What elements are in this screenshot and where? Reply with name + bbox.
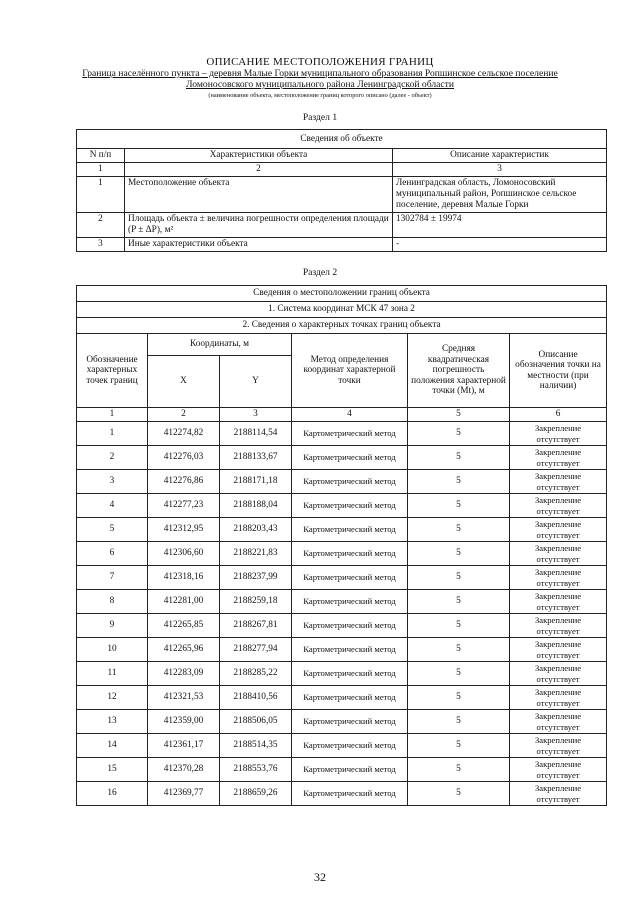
coord-y: 2188237,99 <box>220 566 292 590</box>
method-cell: Картометрический метод <box>292 662 408 686</box>
table-row <box>77 590 607 614</box>
characteristic-value: 1302784 ± 19974 <box>393 213 607 238</box>
point-number: 1 <box>77 422 148 446</box>
error-cell: 5 <box>408 446 510 470</box>
point-number: 14 <box>77 734 148 758</box>
point-number: 9 <box>77 614 148 638</box>
coord-y: 2188114,54 <box>220 422 292 446</box>
method-cell: Картометрический метод <box>292 758 408 782</box>
table-row <box>77 177 607 213</box>
coord-x: 412321,53 <box>148 686 220 710</box>
description-cell: Закрепление отсутствует <box>510 614 607 638</box>
col-number: 6 <box>510 408 607 422</box>
description-cell: Закрепление отсутствует <box>510 758 607 782</box>
description-cell: Закрепление отсутствует <box>510 518 607 542</box>
subtitle-note: (наименование объекта, местоположение границ которого описано (далее - объект) <box>208 92 432 99</box>
coord-y: 2188553,76 <box>220 758 292 782</box>
table-row <box>77 518 607 542</box>
coord-x: 412370,28 <box>148 758 220 782</box>
table-row <box>77 238 607 252</box>
description-cell: Закрепление отсутствует <box>510 446 607 470</box>
boundary-heading: Сведения о местоположении границ объекта <box>77 286 607 302</box>
point-number: 7 <box>77 566 148 590</box>
page-number: 32 <box>314 870 326 884</box>
header-error: Средняя квадратическая погрешность положения характерной точки (Mt), м <box>408 334 510 408</box>
method-cell: Картометрический метод <box>292 638 408 662</box>
characteristic-value: Ленинградская область, Ломоносовский муниципальный район, Ропшинское сельское поселение, деревня Малые Горки <box>393 177 607 213</box>
point-number: 12 <box>77 686 148 710</box>
description-cell: Закрепление отсутствует <box>510 590 607 614</box>
point-number: 11 <box>77 662 148 686</box>
point-number: 15 <box>77 758 148 782</box>
method-cell: Картометрический метод <box>292 446 408 470</box>
error-cell: 5 <box>408 710 510 734</box>
error-cell: 5 <box>408 638 510 662</box>
description-cell: Закрепление отсутствует <box>510 422 607 446</box>
coord-y: 2188188,04 <box>220 494 292 518</box>
col-header-characteristic: Характеристики объекта <box>125 149 393 163</box>
table-row <box>77 470 607 494</box>
row-number: 2 <box>77 213 125 238</box>
method-cell: Картометрический метод <box>292 470 408 494</box>
method-cell: Картометрический метод <box>292 734 408 758</box>
object-info-heading: Сведения об объекте <box>77 130 607 149</box>
col-number: 2 <box>125 163 393 177</box>
coord-y: 2188277,94 <box>220 638 292 662</box>
characteristic-name: Местоположение объекта <box>125 177 393 213</box>
error-cell: 5 <box>408 590 510 614</box>
description-cell: Закрепление отсутствует <box>510 470 607 494</box>
table-row <box>77 686 607 710</box>
error-cell: 5 <box>408 734 510 758</box>
table-row <box>77 494 607 518</box>
table-row <box>77 566 607 590</box>
table-row <box>77 422 607 446</box>
coord-x: 412277,23 <box>148 494 220 518</box>
header-x: X <box>148 356 220 408</box>
col-number: 3 <box>220 408 292 422</box>
col-number: 1 <box>77 408 148 422</box>
method-cell: Картометрический метод <box>292 710 408 734</box>
point-number: 6 <box>77 542 148 566</box>
error-cell: 5 <box>408 782 510 806</box>
coord-y: 2188221,83 <box>220 542 292 566</box>
coord-x: 412318,16 <box>148 566 220 590</box>
coordinate-system: 1. Система координат МСК 47 зона 2 <box>77 302 607 318</box>
coord-x: 412359,00 <box>148 710 220 734</box>
table-row <box>77 213 607 238</box>
coord-y: 2188514,35 <box>220 734 292 758</box>
col-number: 1 <box>77 163 125 177</box>
coord-x: 412361,17 <box>148 734 220 758</box>
error-cell: 5 <box>408 470 510 494</box>
header-coordinates: Координаты, м <box>148 334 292 356</box>
description-cell: Закрепление отсутствует <box>510 494 607 518</box>
section2-label: Раздел 2 <box>302 267 338 278</box>
boundary-points-table <box>76 285 607 806</box>
col-number: 2 <box>148 408 220 422</box>
point-number: 4 <box>77 494 148 518</box>
coord-y: 2188267,81 <box>220 614 292 638</box>
row-number: 1 <box>77 177 125 213</box>
table-row <box>77 662 607 686</box>
method-cell: Картометрический метод <box>292 614 408 638</box>
coord-x: 412281,00 <box>148 590 220 614</box>
characteristic-name: Площадь объекта ± величина погрешности определения площади (P ± ΔP), м² <box>125 213 393 238</box>
description-cell: Закрепление отсутствует <box>510 710 607 734</box>
table-row <box>77 782 607 806</box>
method-cell: Картометрический метод <box>292 782 408 806</box>
method-cell: Картометрический метод <box>292 566 408 590</box>
method-cell: Картометрический метод <box>292 686 408 710</box>
table-row <box>77 734 607 758</box>
coord-x: 412265,96 <box>148 638 220 662</box>
characteristic-name: Иные характеристики объекта <box>125 238 393 252</box>
description-cell: Закрепление отсутствует <box>510 542 607 566</box>
method-cell: Картометрический метод <box>292 518 408 542</box>
table-row <box>77 446 607 470</box>
object-info-table <box>76 129 607 252</box>
coord-y: 2188259,18 <box>220 590 292 614</box>
error-cell: 5 <box>408 422 510 446</box>
col-header-description: Описание характеристик <box>393 149 607 163</box>
table-row <box>77 638 607 662</box>
method-cell: Картометрический метод <box>292 422 408 446</box>
coord-x: 412274,82 <box>148 422 220 446</box>
col-header-n: N п/п <box>77 149 125 163</box>
error-cell: 5 <box>408 758 510 782</box>
points-heading: 2. Сведения о характерных точках границ объекта <box>77 318 607 334</box>
coord-y: 2188203,43 <box>220 518 292 542</box>
header-y: Y <box>220 356 292 408</box>
description-cell: Закрепление отсутствует <box>510 662 607 686</box>
description-cell: Закрепление отсутствует <box>510 782 607 806</box>
table-row <box>77 758 607 782</box>
description-cell: Закрепление отсутствует <box>510 638 607 662</box>
error-cell: 5 <box>408 494 510 518</box>
point-number: 16 <box>77 782 148 806</box>
point-number: 3 <box>77 470 148 494</box>
points-body <box>77 422 607 806</box>
header-method: Метод определения координат характерной точки <box>292 334 408 408</box>
coord-x: 412312,95 <box>148 518 220 542</box>
coord-y: 2188285,22 <box>220 662 292 686</box>
description-cell: Закрепление отсутствует <box>510 566 607 590</box>
method-cell: Картометрический метод <box>292 590 408 614</box>
point-number: 2 <box>77 446 148 470</box>
coord-x: 412265,85 <box>148 614 220 638</box>
coord-y: 2188506,05 <box>220 710 292 734</box>
error-cell: 5 <box>408 686 510 710</box>
section1-label: Раздел 1 <box>302 112 338 123</box>
description-cell: Закрепление отсутствует <box>510 734 607 758</box>
error-cell: 5 <box>408 566 510 590</box>
error-cell: 5 <box>408 662 510 686</box>
coord-x: 412306,60 <box>148 542 220 566</box>
description-cell: Закрепление отсутствует <box>510 686 607 710</box>
header-description: Описание обозначения точки на местности (при наличии) <box>510 334 607 408</box>
col-number: 4 <box>292 408 408 422</box>
row-number: 3 <box>77 238 125 252</box>
coord-y: 2188659,26 <box>220 782 292 806</box>
coord-x: 412276,86 <box>148 470 220 494</box>
document-subtitle: Граница населённого пункта – деревня Малые Горки муниципального образования Ропшинское сельское поселение Ломоносовского муниципального района Ленинградской области <box>82 68 558 90</box>
coord-y: 2188171,18 <box>220 470 292 494</box>
point-number: 5 <box>77 518 148 542</box>
coord-y: 2188133,67 <box>220 446 292 470</box>
error-cell: 5 <box>408 518 510 542</box>
error-cell: 5 <box>408 542 510 566</box>
coord-y: 2188410,56 <box>220 686 292 710</box>
characteristic-value: - <box>393 238 607 252</box>
header-point: Обозначение характерных точек границ <box>77 334 148 408</box>
coord-x: 412283,09 <box>148 662 220 686</box>
col-number: 5 <box>408 408 510 422</box>
method-cell: Картометрический метод <box>292 542 408 566</box>
document-title: ОПИСАНИЕ МЕСТОПОЛОЖЕНИЯ ГРАНИЦ <box>206 56 434 68</box>
table-row <box>77 542 607 566</box>
point-number: 10 <box>77 638 148 662</box>
col-number: 3 <box>393 163 607 177</box>
point-number: 13 <box>77 710 148 734</box>
table-row <box>77 710 607 734</box>
error-cell: 5 <box>408 614 510 638</box>
coord-x: 412369,77 <box>148 782 220 806</box>
method-cell: Картометрический метод <box>292 494 408 518</box>
table-row <box>77 614 607 638</box>
coord-x: 412276,03 <box>148 446 220 470</box>
point-number: 8 <box>77 590 148 614</box>
